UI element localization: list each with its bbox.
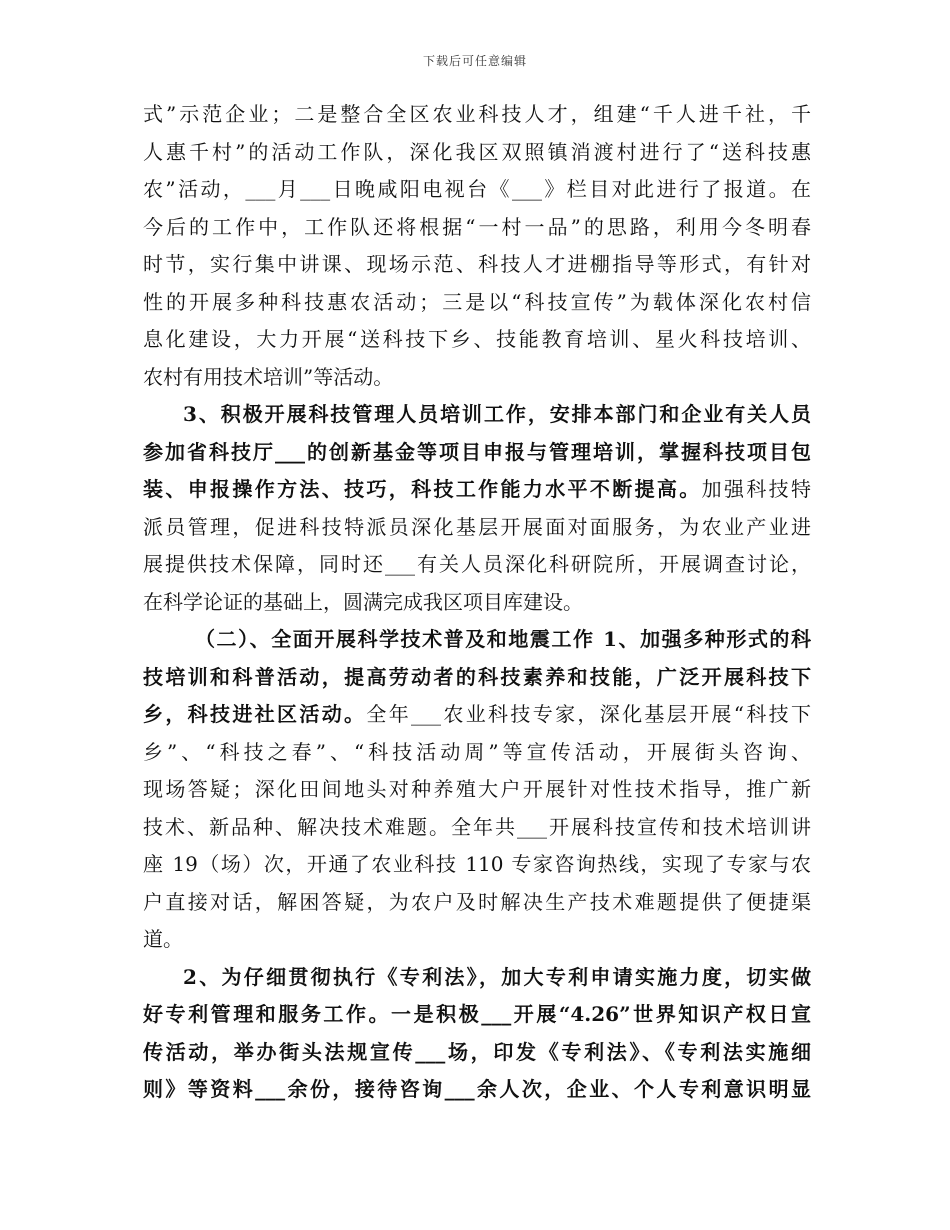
text-line: 技培训和科普活动，提高劳动者的科技素养和技能，广泛开展科技下 — [143, 664, 811, 689]
text-line: 户直接对话，解困答疑，为农户及时解决生产技术难题提供了便捷渠 — [143, 889, 811, 914]
text-line: 派员管理，促进科技特派员深化基层开展面对面服务，为农业产业进 — [143, 514, 811, 539]
text-line: 好专利管理和服务工作。一是积极___开展“4.26”世界知识产权日宣 — [143, 1002, 811, 1026]
text-line-mixed — [143, 471, 811, 509]
text-line: 人惠千村”的活动工作队，深化我区双照镇消渡村进行了“送科技惠 — [143, 139, 811, 164]
bold-segment: 装、申报操作方法、技巧，科技工作能力水平不断提高。 — [143, 477, 702, 501]
text-line: 2、为仔细贯彻执行《专利法》，加大专利申请实施力度，切实做 — [183, 964, 811, 989]
text-line: 则》等资料___余份，接待咨询___余人次，企业、个人专利意识明显 — [143, 1077, 811, 1101]
text-line: 在科学论证的基础上，圆满完成我区项目库建设。 — [143, 589, 583, 614]
section-heading-line: （二）、全面开展科学技术普及和地震工作 1、加强多种形式的科 — [195, 627, 811, 651]
text-line: 座 19（场）次，开通了农业科技 110 专家咨询热线，实现了专家与农 — [143, 852, 811, 876]
text-line: 传活动，举办街头法规宣传___场，印发《专利法》、《专利法实施细 — [143, 1039, 811, 1064]
text-line: 今后的工作中，工作队还将根据“一村一品”的思路，利用今冬明春 — [143, 214, 811, 239]
text-line: 时节，实行集中讲课、现场示范、科技人才进棚指导等形式，有针对 — [143, 252, 811, 276]
text-line: 技术、新品种、解决技术难题。全年共___开展科技宣传和技术培训讲 — [143, 814, 811, 839]
text-line: 性的开展多种科技惠农活动；三是以“科技宣传”为载体深化农村信 — [143, 289, 811, 314]
paragraph-3 — [143, 621, 811, 959]
text-line-mixed — [143, 696, 811, 734]
paragraph-1 — [143, 96, 811, 396]
page-header: 下载后可任意编辑 — [422, 54, 527, 68]
text-line: 参加省科技厅___的创新基金等项目申报与管理培训，掌握科技项目包 — [143, 439, 811, 464]
document-body — [143, 96, 811, 1109]
text-line: 农”活动，___月___日晚咸阳电视台《___》栏目对此进行了报道。在 — [143, 177, 811, 201]
paragraph-4 — [143, 959, 811, 1109]
bold-segment: 乡，科技进社区活动。 — [143, 702, 367, 726]
normal-segment: 加强科技特 — [701, 477, 811, 501]
text-line: 式”示范企业；二是整合全区农业科技人才，组建“千人进千社，千 — [143, 102, 811, 126]
text-line: 乡”、“科技之春”、“科技活动周”等宣传活动，开展街头咨询、 — [143, 739, 811, 764]
text-line: 农村有用技术培训”等活动。 — [143, 364, 394, 389]
paragraph-2 — [143, 396, 811, 621]
normal-segment: 全年___农业科技专家，深化基层开展“科技下 — [366, 702, 811, 726]
text-line: 息化建设，大力开展“送科技下乡、技能教育培训、星火科技培训、 — [143, 327, 811, 351]
text-line: 3、积极开展科技管理人员培训工作，安排本部门和企业有关人员 — [183, 402, 811, 426]
text-line: 展提供技术保障，同时还___有关人员深化科研院所，开展调查讨论， — [143, 552, 811, 576]
text-line: 道。 — [143, 927, 183, 951]
text-line: 现场答疑；深化田间地头对种养殖大户开展针对性技术指导，推广新 — [143, 777, 811, 801]
